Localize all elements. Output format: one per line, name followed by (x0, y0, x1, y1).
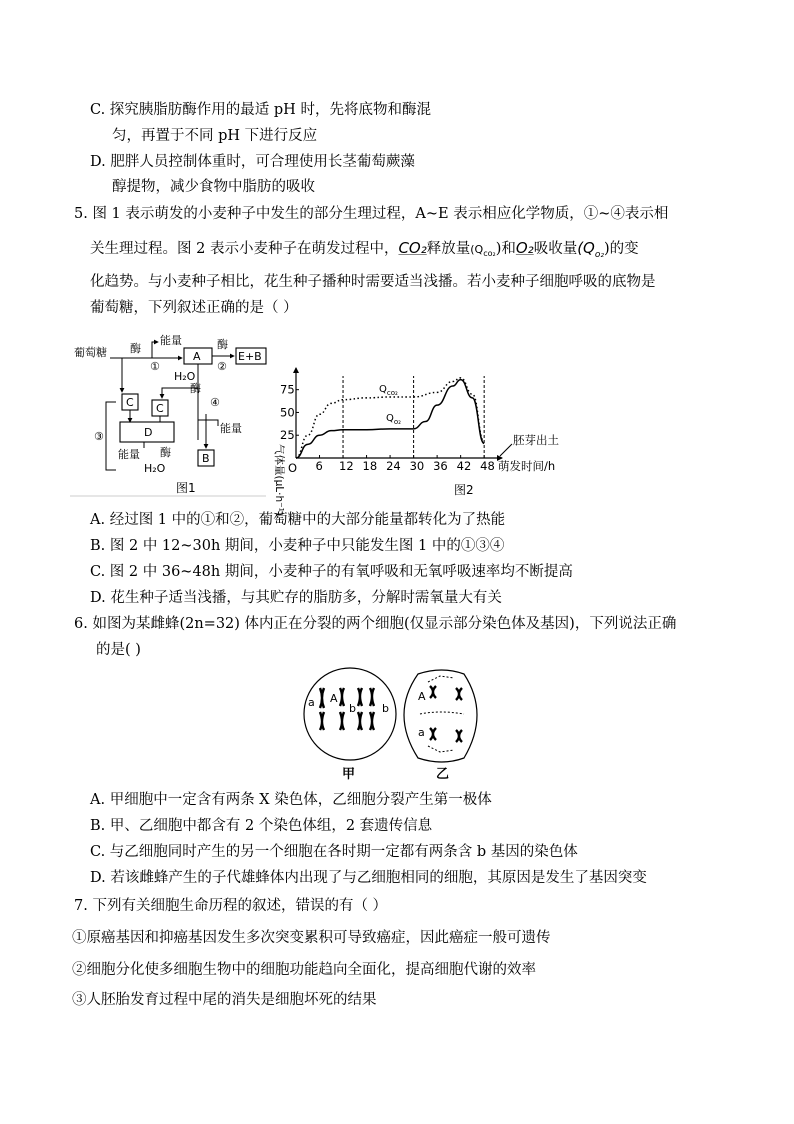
water-label-1: H₂O (174, 370, 196, 383)
enzyme-label-3: 酶 (190, 382, 201, 395)
water-label-2: H₂O (144, 462, 166, 475)
gene-b-2: b (382, 702, 389, 715)
enzyme-label-1: 酶 (130, 342, 141, 355)
qo2-series-label: $Q_{o_2}$ (386, 413, 401, 426)
q6-stem-line2: 的是( ) (96, 642, 141, 658)
q6-option-c: C. 与乙细胞同时产生的另一个细胞在各时期一定都有两条含 b 基因的染色体 (90, 844, 578, 860)
figure2-caption: 图2 (454, 483, 474, 497)
x-tick-label: 36 (433, 459, 448, 473)
x-tick-label: 42 (456, 459, 472, 473)
q6-option-a: A. 甲细胞中一定含有两条 X 染色体，乙细胞分裂产生第一极体 (90, 792, 492, 808)
q5-option-d: D. 花生种子适当浅播，与其贮存的脂肪多，分解时需氧量大有关 (90, 590, 502, 606)
q5-stem-line3: 化趋势。与小麦种子相比，花生种子播种时需要适当浅播。若小麦种子细胞呼吸的底物是 (90, 274, 656, 290)
q4-option-c-line2: 匀，再置于不同 pH 下进行反应 (112, 128, 318, 144)
sprout-annotation: 胚芽出土 (513, 433, 559, 447)
q6-stem-line1: 6. 如图为某雌蜂(2n=32) 体内正在分裂的两个细胞(仅显示部分染色体及基因)，下列说法正确 (74, 616, 677, 632)
process-3-label: ③ (94, 430, 104, 443)
q5-option-b: B. 图 2 中 12~30h 期间，小麦种子中只能发生图 1 中的①③④ (90, 538, 505, 554)
glucose-label: 葡萄糖 (74, 346, 107, 359)
origin-label: O (288, 461, 298, 475)
x-axis-label: 萌发时间/h (498, 459, 556, 473)
y-tick-label: 50 (280, 405, 295, 420)
x-tick-label: 18 (362, 459, 378, 473)
energy-label-2: 能量 (220, 422, 242, 435)
cell-yi-label: 乙 (436, 767, 450, 782)
cell-jia-label: 甲 (342, 767, 356, 782)
qco2-series-label: $Q_{co_2}$ (379, 384, 398, 397)
y-axis-label: 气体量(μL·h⁻¹) (273, 444, 285, 516)
gene-a-1: a (308, 696, 315, 709)
energy-label-1: 能量 (160, 334, 182, 347)
q5-option-a: A. 经过图 1 中的①和②，葡萄糖中的大部分能量都转化为了热能 (90, 512, 506, 528)
gene-a-2: a (418, 726, 425, 739)
y-tick-label: 75 (280, 382, 295, 397)
cell-division-figure (300, 666, 500, 786)
q5-stem-line1: 5. 图 1 表示萌发的小麦种子中发生的部分生理过程，A~E 表示相应化学物质，①~④表示相 (74, 206, 669, 222)
node-a: A (193, 350, 201, 363)
q7-item-1: ①原癌基因和抑癌基因发生多次突变累积可导致癌症，因此癌症一般可遗传 (72, 930, 551, 946)
process-4-label: ④ (210, 396, 220, 409)
gene-b-1: b (349, 702, 356, 715)
enzyme-label-4: 酶 (160, 446, 171, 459)
q7-stem: 7. 下列有关细胞生命历程的叙述，错误的有（ ） (74, 898, 388, 914)
x-tick-label: 6 (315, 459, 323, 473)
q5-stem-line4: 葡萄糖，下列叙述正确的是（ ） (90, 300, 298, 316)
q6-option-b: B. 甲、乙细胞中都含有 2 个染色体组，2 套遗传信息 (90, 818, 433, 834)
figure2-chart (268, 366, 559, 516)
gene-A-1: A (330, 692, 338, 705)
annotation-pointer (500, 444, 512, 456)
node-eb: E+B (238, 350, 262, 363)
node-d: D (144, 426, 153, 439)
q4-option-c-line1: C. 探究胰脂肪酶作用的最适 pH 时，先将底物和酶混 (90, 102, 431, 118)
gene-A-2: A (418, 690, 426, 703)
y-tick-label: 25 (280, 428, 295, 443)
process-2-label: ② (217, 360, 227, 373)
enzyme-label-2: 酶 (217, 338, 228, 351)
x-tick-label: 24 (386, 459, 401, 473)
x-tick-label: 48 (480, 459, 495, 473)
node-b: B (202, 452, 210, 465)
x-tick-label: 30 (409, 459, 425, 473)
node-c2: C (156, 402, 164, 415)
process-1-label: ① (150, 360, 160, 373)
energy-label-3: 能量 (118, 448, 140, 461)
q5-option-c: C. 图 2 中 36~48h 期间，小麦种子的有氧呼吸和无氧呼吸速率均不断提高 (90, 564, 573, 580)
cell-yi (404, 670, 477, 762)
figure1-diagram (70, 330, 270, 500)
figure1-caption: 图1 (176, 481, 196, 495)
q4-option-d-line1: D. 肥胖人员控制体重时，可合理使用长茎葡萄蕨藻 (90, 154, 415, 170)
x-tick-label: 12 (339, 459, 354, 473)
q4-option-d-line2: 醇提物，减少食物中脂肪的吸收 (112, 179, 315, 195)
q7-item-2: ②细胞分化使多细胞生物中的细胞功能趋向全面化，提高细胞代谢的效率 (72, 962, 536, 978)
q7-item-3: ③人胚胎发育过程中尾的消失是细胞坏死的结果 (72, 992, 377, 1008)
q6-option-d: D. 若该雌蜂产生的子代雄蜂体内出现了与乙细胞相同的细胞，其原因是发生了基因突变 (90, 870, 647, 886)
node-c1: C (126, 396, 134, 409)
q5-stem-line2: 关生理过程。图 2 表示小麦种子在萌发过程中，CO₂释放量$(Q_{co_2})$和O₂吸收量$(Q_{o_2})$的变 (90, 239, 639, 260)
